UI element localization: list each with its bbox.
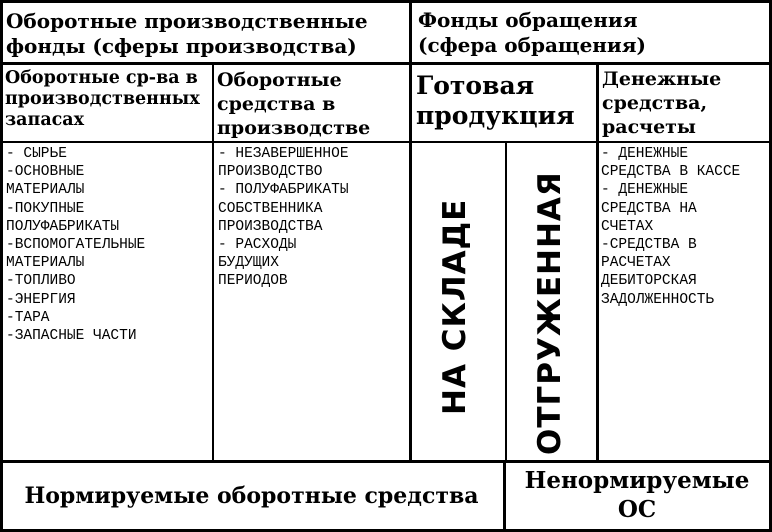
in-production-list: - НЕЗАВЕРШЕННОЕ ПРОИЗВОДСТВО - ПОЛУФАБРИКАТЫ СОБСТВЕННИКА ПРОИЗВОДСТВА - РАСХОДЫ БУДУЩИХ ПЕРИОДОВ bbox=[218, 146, 349, 290]
divider bbox=[596, 63, 599, 462]
in-production-title: Оборотные средства в производстве bbox=[217, 69, 371, 139]
divider bbox=[0, 141, 772, 143]
cash-list: - ДЕНЕЖНЫЕ СРЕДСТВА В КАССЕ - ДЕНЕЖНЫЕ СРЕДСТВА НА СЧЕТАХ -СРЕДСТВА В РАСЧЕТАХ ДЕБИТОРСКАЯ ЗАДОЛЖЕННОСТЬ bbox=[601, 146, 741, 308]
inventories-title: Оборотные ср-ва в производственных запасах bbox=[5, 68, 200, 130]
non-normalized-funds-label: Ненормируемые ОС bbox=[524, 467, 750, 523]
normalized-funds-label: Нормируемые оборотные средства bbox=[24, 483, 479, 509]
in-stock-label: НА СКЛАДЕ bbox=[437, 198, 473, 415]
finished-goods-title: Готовая продукция bbox=[416, 71, 575, 130]
divider bbox=[0, 460, 772, 463]
divider bbox=[212, 63, 214, 462]
circulation-funds-header: Фонды обращения (сфера обращения) bbox=[418, 8, 647, 57]
production-funds-header: Оборотные производственные фонды (сферы производства) bbox=[6, 9, 368, 58]
divider bbox=[505, 142, 507, 462]
cash-title: Денежные средства, расчеты bbox=[602, 68, 722, 138]
divider bbox=[409, 0, 412, 463]
divider bbox=[0, 62, 772, 65]
inventories-list: - СЫРЬЕ -ОСНОВНЫЕ МАТЕРИАЛЫ -ПОКУПНЫЕ ПОЛУФАБРИКАТЫ -ВСПОМОГАТЕЛЬНЫЕ МАТЕРИАЛЫ -ТОПЛИВО -ЭНЕРГИЯ -ТАРА -ЗАПАСНЫЕ ЧАСТИ bbox=[6, 146, 146, 345]
shipped-label: ОТГРУЖЕННАЯ bbox=[532, 171, 568, 455]
